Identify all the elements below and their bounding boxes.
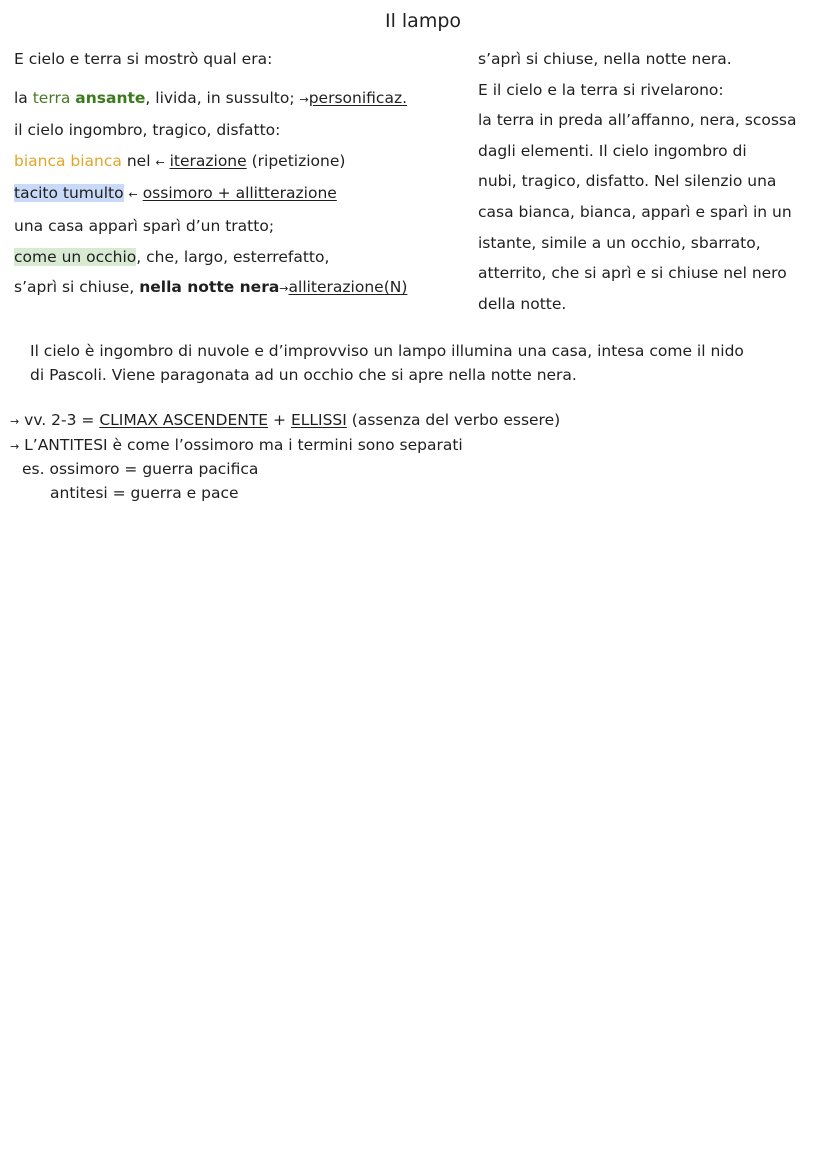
- page-title: Il lampo: [384, 10, 462, 32]
- highlight-ansante: ansante: [75, 88, 146, 107]
- highlight-terra: terra: [32, 88, 71, 107]
- paraphrase-line: della notte.: [478, 294, 567, 313]
- ellissi-label: ELLISSI: [290, 411, 347, 429]
- text-run: (assenza del verbo essere): [346, 411, 561, 429]
- paraphrase-line: casa bianca, bianca, apparì e sparì in un: [478, 202, 792, 221]
- annotation-ossimoro: ossimoro + allitterazione: [142, 184, 337, 203]
- poem-line-7: [14, 242, 469, 273]
- summary-line-1: Il cielo è ingombro di nuvole e d’improvviso un lampo illumina una casa, intesa come il nido: [30, 342, 744, 360]
- highlight-come-un-occhio: come un occhio: [14, 247, 137, 266]
- climax-ascendente-label: CLIMAX ASCENDENTE: [99, 411, 269, 429]
- text-run: +: [268, 411, 291, 429]
- paraphrase-column: [478, 44, 818, 319]
- text-run: , che, largo, esterrefatto,: [136, 247, 330, 266]
- text-run: la: [14, 88, 33, 107]
- text-run: L’ANTITESI è come l’ossimoro ma i termini sono separati: [19, 435, 463, 454]
- poem-line-2: [14, 83, 469, 116]
- arrow-right-icon: →: [299, 92, 309, 106]
- poem-line-1: E cielo e terra si mostrò qual era:: [14, 50, 273, 68]
- note-example-ossimoro: es. ossimoro = guerra pacifica: [22, 460, 259, 478]
- arrow-right-icon: →: [10, 415, 20, 428]
- notes-list: [10, 409, 810, 505]
- summary-paragraph: [30, 339, 810, 387]
- arrow-left-icon: ←: [128, 188, 138, 202]
- poem-line-8: [14, 272, 469, 305]
- paraphrase-line: dagli elementi. Il cielo ingombro di: [478, 141, 747, 160]
- text-run: s’aprì si chiuse,: [14, 278, 140, 297]
- poem-line-6: una casa apparì sparì d’un tratto;: [14, 216, 275, 235]
- poem-column: [14, 44, 469, 305]
- poem-line-3: il cielo ingombro, tragico, disfatto:: [14, 121, 281, 140]
- text-run: nel: [121, 151, 156, 170]
- paraphrase-line: la terra in preda all’affanno, nera, scossa: [478, 111, 797, 130]
- arrow-right-icon: →: [10, 439, 20, 453]
- arrow-right-icon: →: [279, 282, 289, 296]
- note-example-antitesi: antitesi = guerra e pace: [50, 483, 239, 502]
- highlight-bianca-bianca: bianca bianca: [14, 151, 122, 170]
- paraphrase-line: E il cielo e la terra si rivelarono:: [478, 80, 724, 99]
- summary-line-2: di Pascoli. Viene paragonata ad un occhio che si apre nella notte nera.: [30, 366, 577, 384]
- text-run: , livida, in sussulto;: [145, 88, 300, 107]
- paraphrase-line: istante, simile a un occhio, sbarrato,: [478, 233, 761, 252]
- note-antitesi: [10, 434, 810, 459]
- text-run: (ripetizione): [246, 151, 346, 170]
- annotation-iterazione: iterazione: [169, 151, 247, 170]
- highlight-tacito-tumulto: tacito tumulto: [14, 184, 124, 203]
- note-climax: [10, 409, 810, 434]
- poem-line-4: [14, 146, 469, 179]
- poem-line-5: [14, 178, 469, 211]
- bold-nella-notte-nera: nella notte nera: [139, 278, 280, 297]
- annotation-alliterazione: alliterazione(N): [288, 278, 408, 297]
- arrow-left-icon: ←: [155, 155, 165, 169]
- annotation-personificazione: personificaz.: [308, 88, 408, 107]
- paraphrase-line: nubi, tragico, disfatto. Nel silenzio una: [478, 172, 777, 191]
- paraphrase-line: s’aprì si chiuse, nella notte nera.: [478, 50, 732, 68]
- paraphrase-line: atterrito, che si aprì e si chiuse nel nero: [478, 264, 787, 283]
- text-run: vv. 2-3 =: [19, 411, 100, 429]
